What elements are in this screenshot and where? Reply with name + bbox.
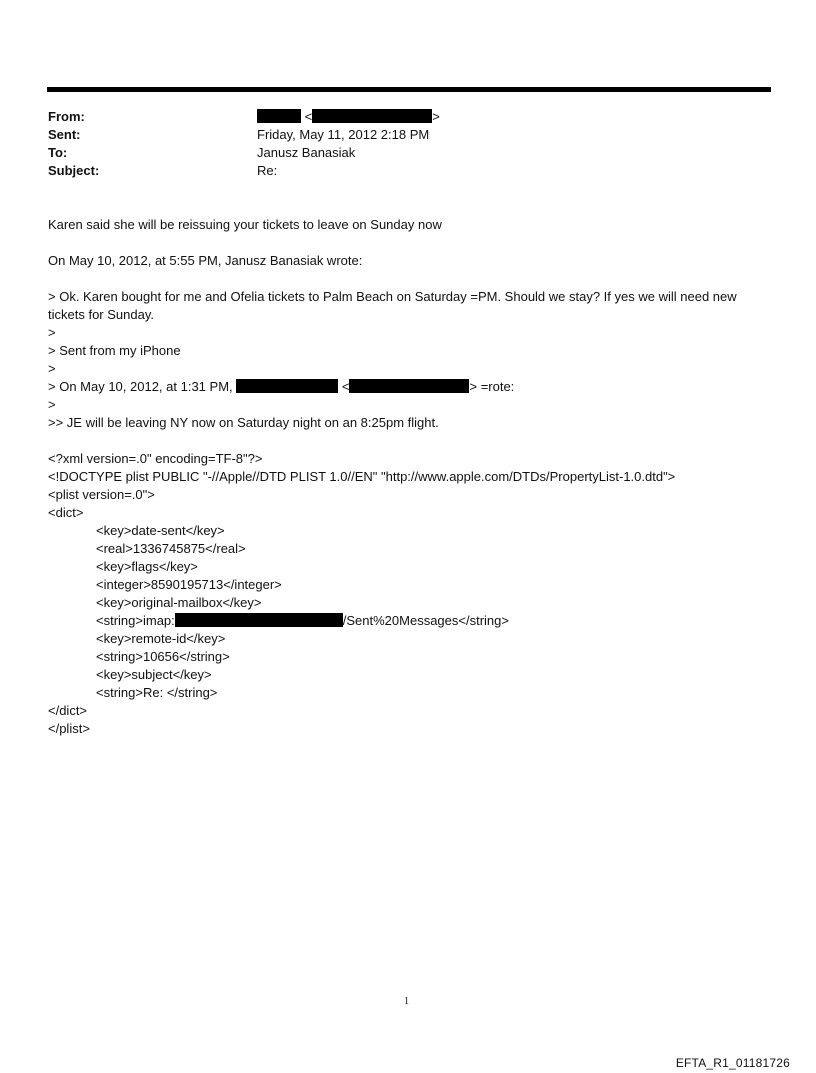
message-line: Karen said she will be reissuing your tickets to leave on Sunday now <box>48 217 442 232</box>
to-label: To: <box>48 145 68 160</box>
redacted-mailbox <box>175 613 343 627</box>
plist-open: <plist version=.0"> <box>48 487 155 502</box>
quoted-attribution-prefix: > On May 10, 2012, at 1:31 PM, <box>48 379 233 394</box>
doctype-line: <!DOCTYPE plist PUBLIC "-//Apple//DTD PLIST 1.0//EN" "http://www.apple.com/DTDs/PropertyList-1.0.dtd"> <box>48 469 676 484</box>
quoted-message: > Ok. Karen bought for me and Ofelia tickets to Palm Beach on Saturday =PM. Should we stay? If yes we will need new tickets for Sunday. <box>48 289 737 322</box>
subject-value: Re: <box>257 163 278 178</box>
redacted-name <box>236 379 338 393</box>
quote-marker: > <box>48 325 56 340</box>
dict-close: </dict> <box>48 703 88 718</box>
page-number: 1 <box>404 996 409 1007</box>
plist-value-mailbox <box>96 612 509 630</box>
dict-open: <dict> <box>48 505 84 520</box>
plist-value: <string>10656</string> <box>96 649 230 664</box>
nested-quote: >> JE will be leaving NY now on Saturday night on an 8:25pm flight. <box>48 415 439 430</box>
from-label: From: <box>48 109 85 124</box>
quoted-attribution-suffix: > =rote: <box>469 379 515 394</box>
quote-marker: > <box>48 361 56 376</box>
plist-value: <string>Re: </string> <box>96 685 218 700</box>
plist-key: <key>original-mailbox</key> <box>96 595 262 610</box>
mailbox-suffix: /Sent%20Messages</string> <box>342 613 509 628</box>
from-value <box>257 108 440 126</box>
plist-value: <integer>8590195713</integer> <box>96 577 282 592</box>
redacted-sender-name <box>257 109 301 123</box>
quoted-signature: > Sent from my iPhone <box>48 343 181 358</box>
plist-value: <real>1336745875</real> <box>96 541 246 556</box>
plist-key: <key>flags</key> <box>96 559 198 574</box>
quote-marker: > <box>48 397 56 412</box>
subject-label: Subject: <box>48 163 100 178</box>
bates-number: EFTA_R1_01181726 <box>675 1056 790 1070</box>
from-email-close: > <box>432 109 440 124</box>
quoted-email-open: < <box>341 379 350 394</box>
plist-key: <key>subject</key> <box>96 667 212 682</box>
mailbox-prefix: <string>imap: <box>96 613 175 628</box>
xml-declaration: <?xml version=.0" encoding=TF-8"?> <box>48 451 263 466</box>
redacted-sender-email <box>312 109 432 123</box>
to-value: Janusz Banasiak <box>257 145 356 160</box>
redacted-email <box>349 379 469 393</box>
plist-key: <key>date-sent</key> <box>96 523 225 538</box>
plist-key: <key>remote-id</key> <box>96 631 226 646</box>
quoted-attribution <box>48 378 514 396</box>
reply-attribution: On May 10, 2012, at 5:55 PM, Janusz Banasiak wrote: <box>48 253 363 268</box>
header-rule <box>47 87 771 92</box>
plist-close: </plist> <box>48 721 90 736</box>
sent-label: Sent: <box>48 127 81 142</box>
sent-value: Friday, May 11, 2012 2:18 PM <box>257 127 430 142</box>
from-email-open: < <box>304 109 313 124</box>
